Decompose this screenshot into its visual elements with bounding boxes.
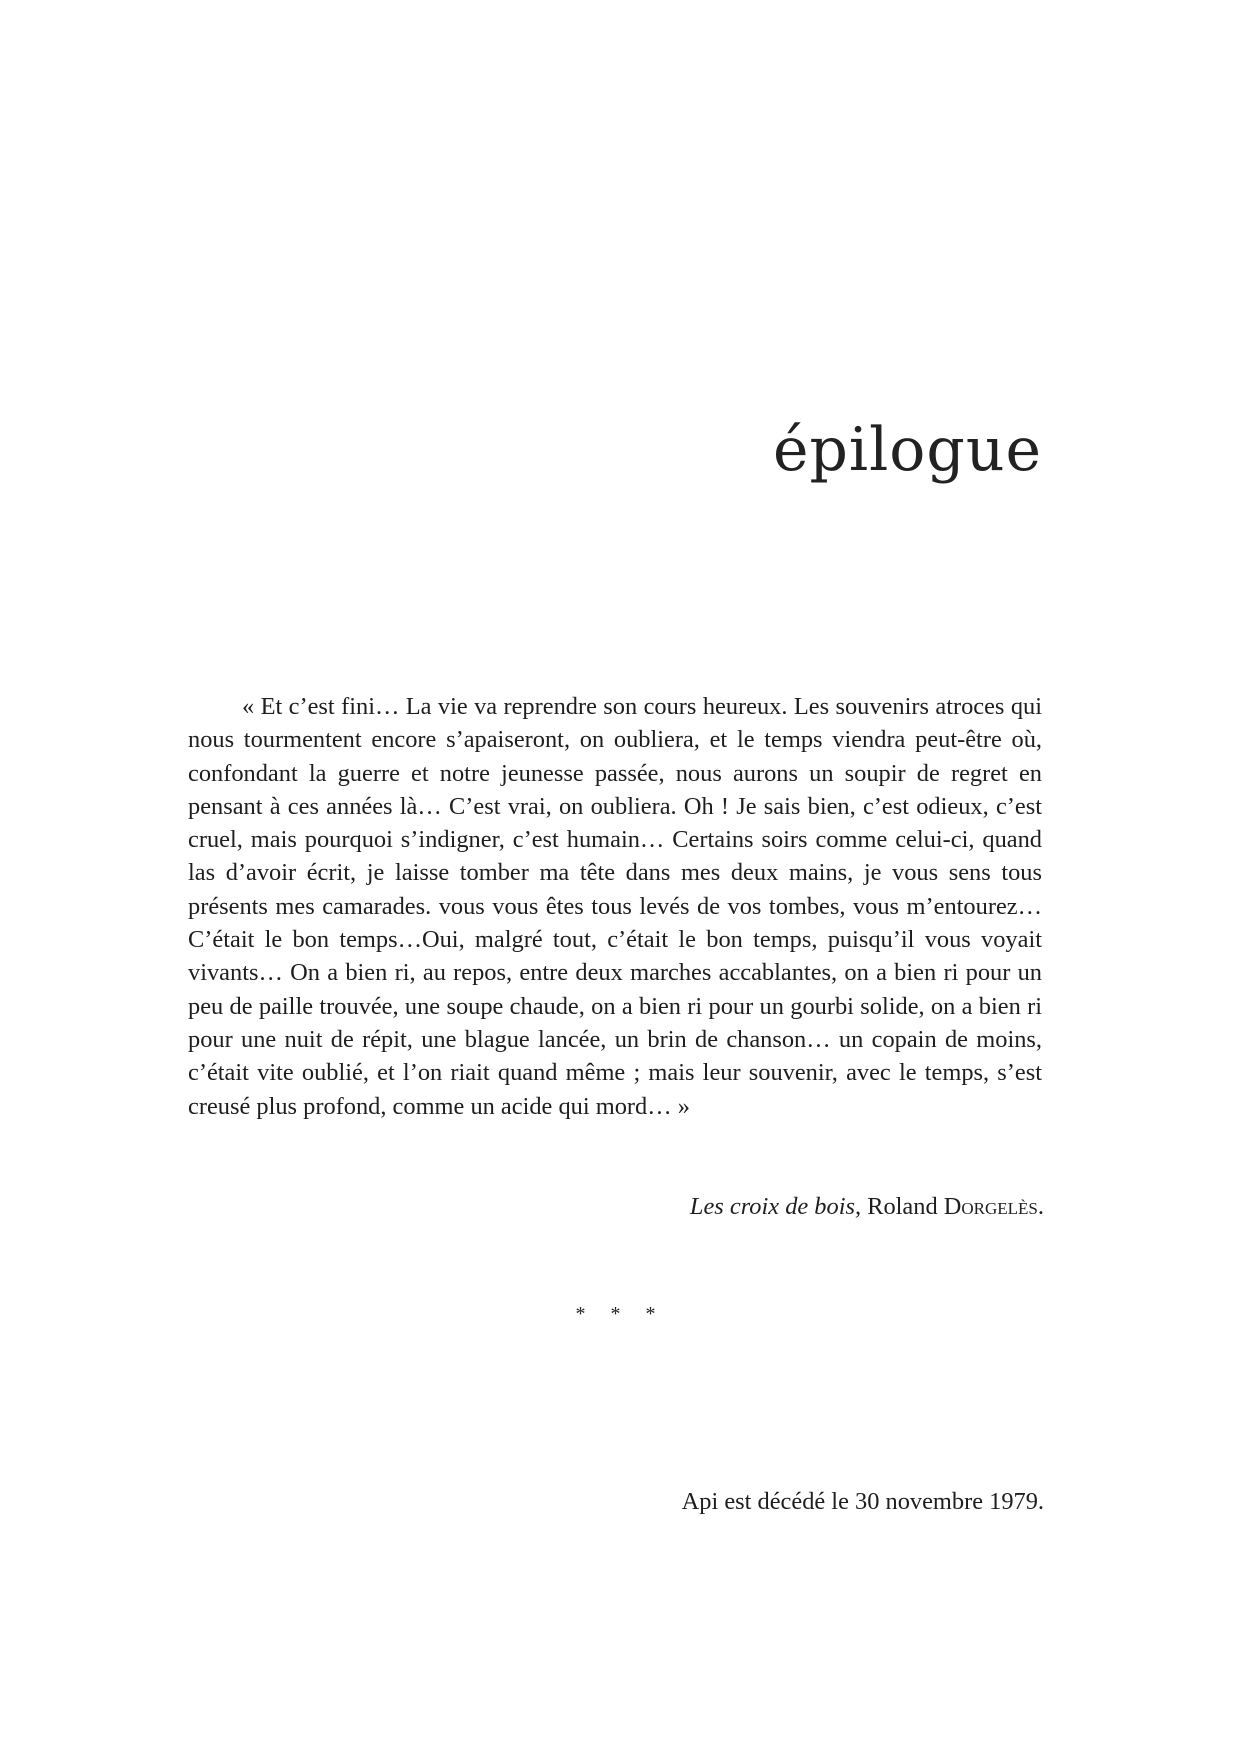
author-first-name: Roland [867, 1193, 938, 1220]
section-separator: * * * [575, 1303, 666, 1325]
author-surname: Dorgelès [943, 1193, 1038, 1220]
quote-attribution [690, 1190, 1044, 1223]
chapter-title: épilogue [773, 415, 1042, 485]
epigraph-quote: « Et c’est fini… La vie va reprendre son cours heureux. Les souvenirs atroces qui nous tourmentent encore s’apaiseront, on oubliera, et le temps viendra peut-être où, confondant la guerre et notre jeunesse passée, nous aurons un soupir de regret en pensant à ces années là… C’est vrai, on oubliera. Oh ! Je sais bien, c’est odieux, c’est cruel, mais pourquoi s’indigner, c’est humain… Certains soirs comme celui-ci, quand las d’avoir écrit, je laisse tomber ma tête dans mes deux mains, je vous sens tous présents mes camarades. vous vous êtes tous levés de vos tombes, vous m’entourez… C’était le bon temps…Oui, malgré tout, c’était le bon temps, puisqu’il vous voyait vivants… On a bien ri, au repos, entre deux marches accablantes, on a bien ri pour un peu de paille trouvée, une soupe chaude, on a bien ri pour un gourbi solide, on a bien ri pour une nuit de répit, une blague lancée, un brin de chanson… un copain de moins, c’était vite oublié, et l’on riait quand même ; mais leur souvenir, avec le temps, s’est creusé plus profond, comme un acide qui mord… » [188, 693, 1042, 1120]
work-title: Les croix de bois, [689, 1193, 862, 1220]
attribution-end: . [1037, 1193, 1044, 1220]
closing-note: Api est décédé le 30 novembre 1979. [681, 1488, 1044, 1515]
